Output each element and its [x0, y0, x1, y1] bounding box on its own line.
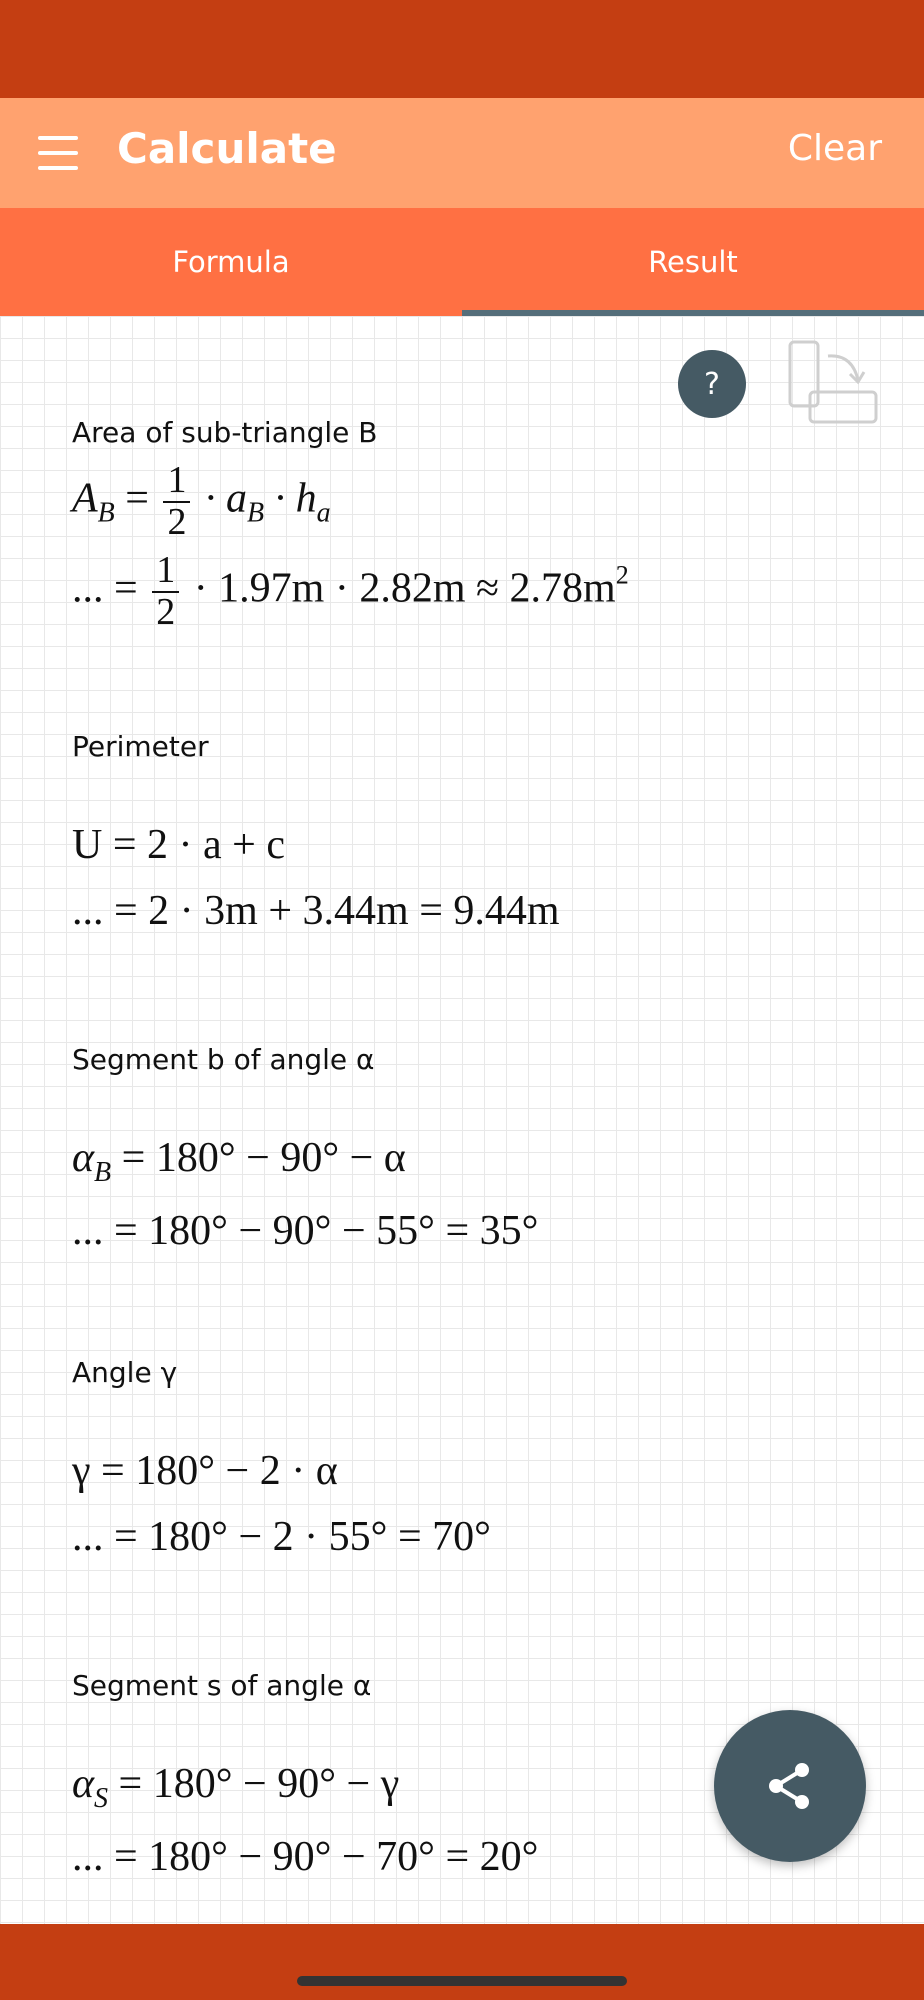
formula-line-2: ... = 180° − 90° − 55° = 35°	[72, 1208, 539, 1254]
section-perimeter	[72, 730, 872, 935]
section-title: Angle γ	[72, 1356, 178, 1389]
section-title: Area of sub-triangle B	[72, 416, 378, 449]
formula-line-2: ... = $\frac{1}{2}$ · $1.97m \cdot 2.82m \approx 2.78m^2$	[72, 548, 629, 633]
section-angle-gamma	[72, 1356, 872, 1561]
formula-line-2: ... = 2 · 3m + 3.44m = 9.44m	[72, 888, 560, 934]
result-content[interactable]	[0, 316, 924, 1924]
app-bar	[0, 98, 924, 208]
system-nav-bar	[0, 1924, 924, 2000]
section-title: Segment b of angle α	[72, 1043, 375, 1076]
help-button[interactable]	[678, 350, 746, 418]
formula-line-2: ... = 180° − 2 · 55° = 70°	[72, 1514, 491, 1560]
section-title: Perimeter	[72, 730, 209, 763]
formula-line-1: γ = 180° − 2 · α	[72, 1448, 338, 1494]
share-icon	[764, 1760, 816, 1812]
share-button[interactable]	[714, 1710, 866, 1862]
formula-line-1: $\alpha_S = 180^\circ - 90^\circ - \gamma$	[72, 1761, 400, 1814]
tab-result-label: Result	[648, 245, 738, 279]
tab-formula-label: Formula	[172, 245, 290, 279]
formula-line-1: U = 2 · a + c	[72, 822, 285, 868]
tab-formula[interactable]	[0, 208, 462, 316]
rotate-screen-icon[interactable]	[786, 340, 880, 426]
hamburger-menu-icon[interactable]	[38, 136, 78, 170]
home-indicator[interactable]	[297, 1976, 627, 1986]
tab-result[interactable]	[462, 208, 924, 316]
clear-button[interactable]: Clear	[787, 128, 882, 169]
section-segment-b-angle	[72, 1043, 872, 1255]
status-bar	[0, 0, 924, 98]
section-area-sub-triangle-b	[72, 416, 872, 633]
section-title: Segment s of angle α	[72, 1669, 372, 1702]
formula-line-1: $\alpha_B = 180^\circ - 90^\circ - \alpha$	[72, 1135, 406, 1188]
formula-line-2: ... = 180° − 90° − 70° = 20°	[72, 1834, 539, 1880]
tab-bar	[0, 208, 924, 316]
formula-line-1: $A_B$ = $\frac{1}{2}$ · $a_B \cdot h_a$	[72, 459, 331, 543]
app-title: Calculate	[117, 124, 337, 173]
help-label: ?	[704, 366, 720, 402]
